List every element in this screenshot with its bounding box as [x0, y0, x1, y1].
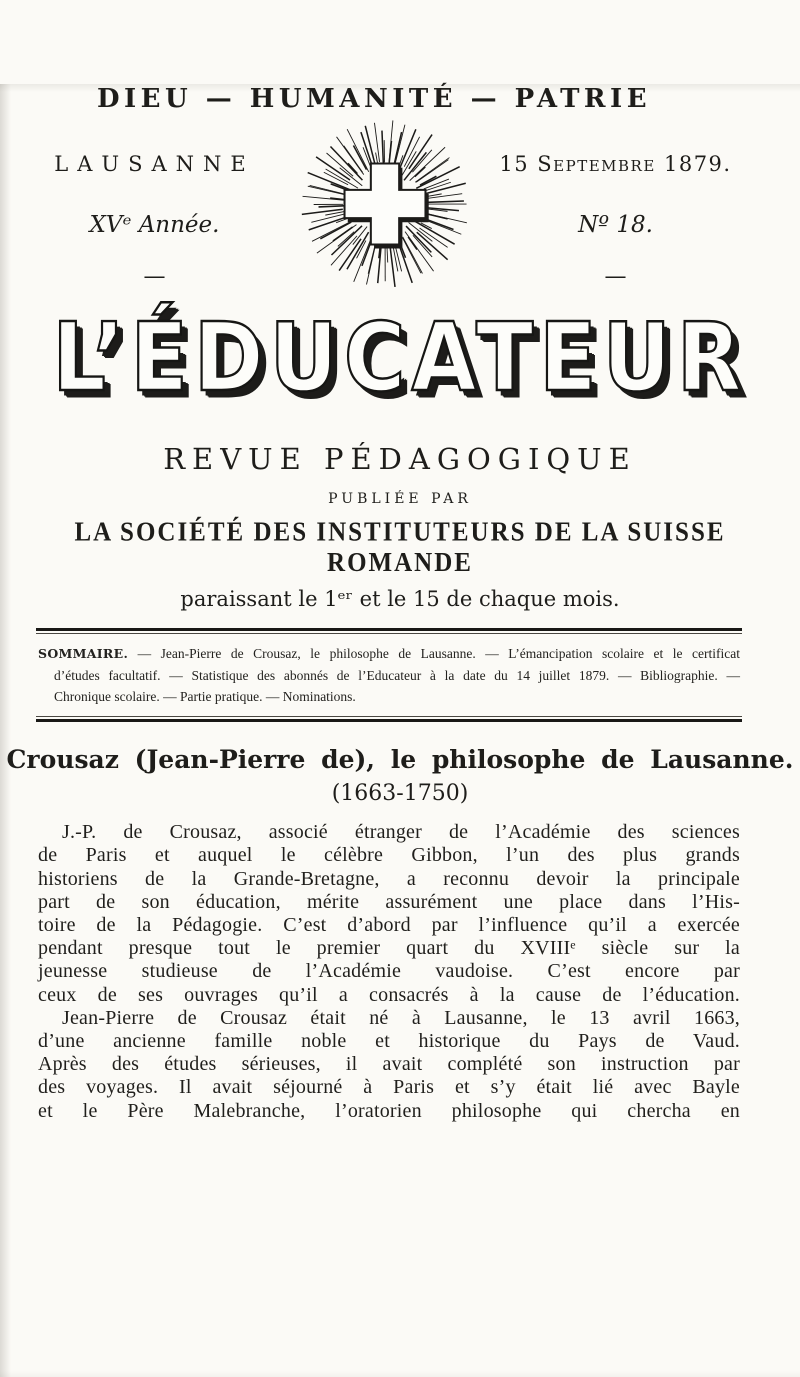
- left-dash: —: [22, 264, 287, 289]
- sommaire-label: SOMMAIRE.: [38, 646, 128, 661]
- body-line: d’une ancienne famille noble et historique du Pays de Vaud.: [38, 1030, 740, 1053]
- header-right-column: [483, 128, 748, 289]
- body-line: J.-P. de Crousaz, associé étranger de l’Académie des sciences: [38, 821, 740, 844]
- city-label: LAUSANNE: [22, 152, 287, 176]
- article-body: [38, 821, 740, 1123]
- sommaire-block: [38, 643, 740, 707]
- body-line: toire de la Pédagogie. C’est d’abord par l’influence qu’il a exercée: [38, 914, 740, 937]
- year-label: XVᵉ Année.: [22, 212, 287, 238]
- masthead-title: L’ÉDUCATEUR: [0, 308, 800, 407]
- body-line: Jean-Pierre de Crousaz était né à Lausanne, le 13 avril 1663,: [38, 1007, 740, 1030]
- issue-header: [0, 128, 800, 290]
- subtitle: REVUE PÉDAGOGIQUE: [0, 442, 800, 476]
- body-line: part de son éducation, mérite assurément une place dans l’His-: [38, 891, 740, 914]
- body-line: jeunesse studieuse de l’Académie vaudoise. C’est encore par: [38, 960, 740, 983]
- body-line: Après des études sérieuses, il avait complété son instruction par: [38, 1053, 740, 1076]
- page-motto: DIEU — HUMANITÉ — PATRIE: [0, 84, 774, 114]
- sommaire-line: Chronique scolaire. — Partie pratique. — Nominations.: [38, 686, 740, 707]
- sommaire-line: d’études facultatif. — Statistique des abonnés de l’Educateur à la date du 14 juillet 1879. — Bibliographie. —: [38, 665, 740, 686]
- sommaire-bottom-rule: [36, 716, 742, 722]
- swiss-cross-icon: [345, 164, 426, 245]
- sommaire-line: [38, 643, 740, 664]
- sommaire-top-rule: [36, 628, 742, 634]
- issue-date: 15 Septembre 1879.: [483, 152, 748, 176]
- body-line: pendant presque tout le premier quart du XVIIIᵉ siècle sur la: [38, 937, 740, 960]
- society-name: LA SOCIÉTÉ DES INSTITUTEURS DE LA SUISSE ROMANDE: [0, 518, 800, 578]
- body-line: et le Père Malebranche, l’oratorien philosophe qui chercha en: [38, 1100, 740, 1123]
- emblem-wrap: [287, 118, 483, 290]
- sommaire-line1-text: — Jean-Pierre de Crousaz, le philosophe de Lausanne. — L’émancipation scolaire et le certificat: [138, 646, 740, 661]
- issue-number: Nº 18.: [483, 212, 748, 238]
- article-title: Crousaz (Jean-Pierre de), le philosophe de Lausanne.: [0, 745, 800, 775]
- right-dash: —: [483, 264, 748, 289]
- body-line: ceux de ses ouvrages qu’il a consacrés à la cause de l’éducation.: [38, 984, 740, 1007]
- frequency-note: paraissant le 1ᵉʳ et le 15 de chaque mois.: [0, 587, 800, 611]
- body-line: des voyages. Il avait séjourné à Paris et s’y était lié avec Bayle: [38, 1076, 740, 1099]
- body-line: de Paris et auquel le célèbre Gibbon, l’un des plus grands: [38, 844, 740, 867]
- article-dates: (1663-1750): [0, 781, 800, 806]
- header-left-column: [22, 128, 287, 289]
- swiss-cross-sunburst-icon: [296, 118, 474, 290]
- body-line: historiens de la Grande-Bretagne, a reconnu devoir la principale: [38, 868, 740, 891]
- published-by-label: PUBLIÉE PAR: [0, 491, 800, 507]
